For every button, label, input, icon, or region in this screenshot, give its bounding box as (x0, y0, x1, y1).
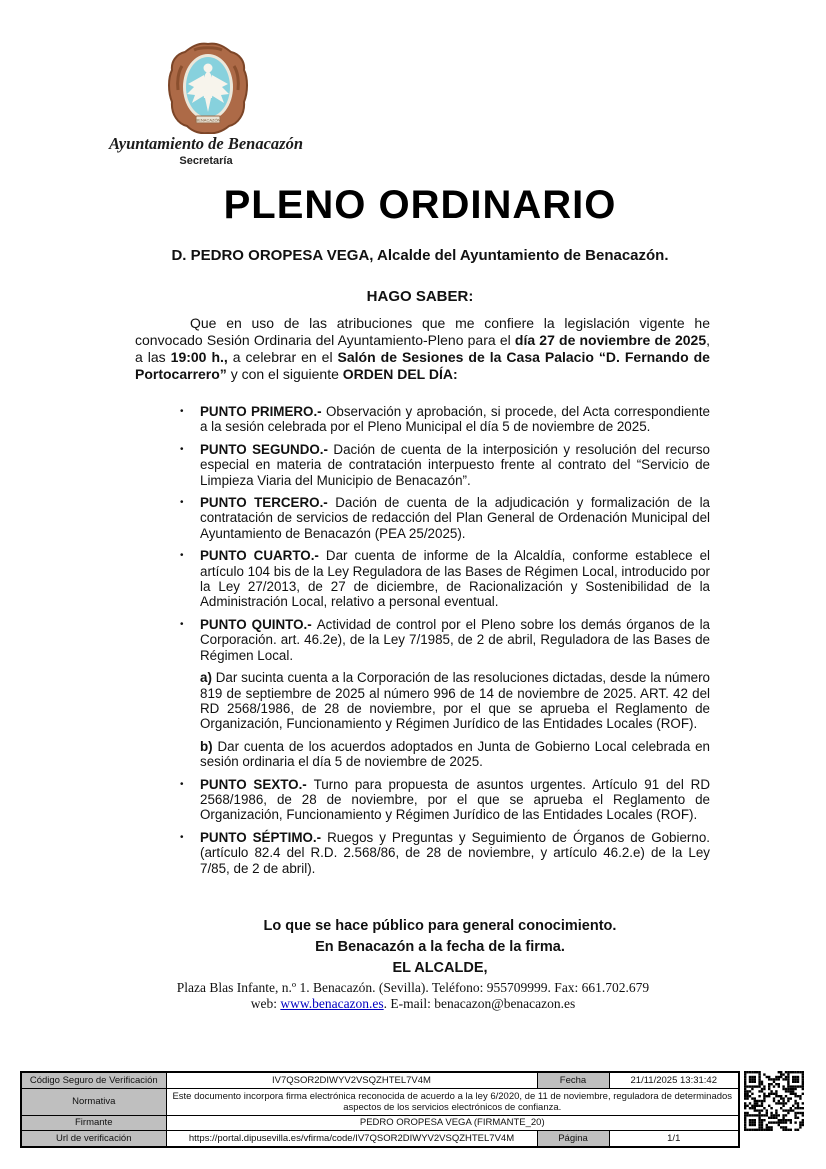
dove-crest-logo (168, 42, 248, 134)
firmante-label-cell: Firmante (21, 1115, 166, 1130)
firmante-value-cell: PEDRO OROPESA VEGA (FIRMANTE_20) (166, 1115, 739, 1130)
logo-caption (92, 134, 320, 167)
agenda-item-text: Dación de cuenta de la adjudicación y formalización de la contratación de servicios de redacción del Plan General de Ordenación Municipal del Ayuntamiento de Benacazón (PEA 25/2025). (200, 495, 710, 541)
agenda-item-5 (178, 617, 710, 663)
agenda-item-text: Dar cuenta de informe de la Alcaldía, conforme establece el artículo 104 bis de la Ley Reguladora de las Bases de Régimen Local, introducido por la Ley 27/2013, de 27 de diciembre, de Racionalización y Sostenibilidad de la Administración Local, relativo a personal eventual. (200, 548, 711, 610)
agenda-item-7 (178, 830, 710, 876)
agenda-item-label: PUNTO PRIMERO.- (200, 404, 326, 419)
csv-label-cell: Código Seguro de Verificación (21, 1072, 166, 1088)
table-row (21, 1072, 739, 1088)
url-label-cell: Url de verificación (21, 1130, 166, 1147)
org-name: Ayuntamiento de Benacazón (108, 134, 304, 153)
bullet-dot: • (180, 406, 184, 417)
contact-line (0, 996, 826, 1012)
closing-line-1: Lo que se hace público para general conocimiento. (263, 918, 617, 934)
agenda-subitem-label: a) (200, 670, 216, 686)
table-row (21, 1130, 739, 1147)
closing-block (160, 916, 720, 979)
agenda-item-label: PUNTO CUARTO.- (200, 548, 326, 564)
bullet-dot: • (180, 778, 184, 790)
csv-value-cell: IV7QSOR2DIWYV2VSQZHTEL7V4M (166, 1072, 537, 1088)
url-value-cell: https://portal.dipusevilla.es/vfirma/code/IV7QSOR2DIWYV2VSQZHTEL7V4M (166, 1130, 537, 1147)
agenda-item-label: PUNTO SEXTO.- (200, 776, 314, 792)
normativa-label-cell: Normativa (21, 1088, 166, 1115)
normativa-value-cell: Este documento incorpora firma electrónica reconocida de acuerdo a la ley 6/2020, de 11 de noviembre, reguladora de determinados aspectos de los servicios electrónicos de confianza. (166, 1088, 739, 1115)
web-prefix: web: (250, 996, 281, 1011)
agenda-item-text: Observación y aprobación, si procede, del Acta correspondiente a la sesión celebrada por el Pleno Municipal el día 5 de noviembre de 2025. (200, 404, 710, 435)
dept-name: Secretaría (179, 155, 233, 167)
agenda-subitem-b (200, 739, 710, 770)
pagina-label-cell: Página (537, 1130, 609, 1147)
closing-line-3: EL ALCALDE, (392, 960, 488, 976)
verification-table (20, 1071, 740, 1148)
table-row (21, 1115, 739, 1130)
agenda-item-1 (178, 404, 710, 435)
agenda-item-text: Actividad de control por el Pleno sobre los demás órganos de la Corporación. art. 46.2e), de la Ley 7/1985, de 2 de abril, Reguladora de las Bases de Régimen Local. (200, 616, 710, 663)
agenda-item-label: PUNTO QUINTO.- (200, 616, 317, 632)
agenda-item-label: PUNTO SÉPTIMO.- (200, 829, 328, 845)
agenda-item-text: Dación de cuenta de la interposición y resolución del recurso especial en materia de contratación interpuesto frente al contrato del “Servicio de Limpieza Viaria del Municipio de Benacazón”. (200, 441, 711, 488)
svg-text:BENACAZÓN: BENACAZÓN (195, 117, 221, 123)
intro-paragraph: Que en uso de las atribuciones que me confiere la legislación vigente he convocado Sesión Ordinaria del Ayuntamiento-Pleno para el día 27 de noviembre de 2025, a las 19:00 h., a celebrar en el Salón de Sesiones de la Casa Palacio “D. Fernando de Portocarrero” y con el siguiente ORDEN DEL DÍA: (135, 315, 711, 382)
agenda-item-6 (178, 777, 710, 823)
bullet-dot: • (180, 443, 184, 455)
agenda-item-4 (178, 548, 710, 610)
footer-address (0, 980, 826, 1012)
email-prefix: . E-mail: (383, 996, 435, 1011)
agenda-item-text: Turno para propuesta de asuntos urgentes. Artículo 91 del RD 2568/1986, de 28 de noviembre, por el que se aprueba el Reglamento de Organización, Funcionamiento y Régimen Jurídico de las Entidades Locales (ROF). (200, 776, 710, 823)
agenda-subitem-text: Dar sucinta cuenta a la Corporación de las resoluciones dictadas, desde la número 819 de septiembre de 2025 al número 996 de 14 de noviembre de 2025. ART. 42 del RD 2568/1986, de 28 de noviembre, por el que se aprueba el Reglamento de Organización, Funcionamiento y Régimen Jurídico de las Entidades Locales (ROF). (200, 670, 710, 732)
fecha-label-cell: Fecha (537, 1072, 609, 1088)
email-text: benacazon@benacazon.es (434, 996, 576, 1011)
closing-line-2: En Benacazón a la fecha de la firma. (315, 939, 565, 955)
bullet-dot: • (180, 550, 184, 562)
bullet-dot: • (180, 497, 184, 509)
agenda-item-text: Ruegos y Preguntas y Seguimiento de Órganos de Gobierno. (artículo 82.4 del R.D. 2.568/86, de 28 de noviembre, y artículo 46.2.e) de la Ley 7/85, de 2 de abril). (200, 829, 710, 876)
dove-crest-icon (168, 42, 248, 134)
bullet-dot: • (180, 618, 184, 630)
agenda-item-2 (178, 442, 710, 488)
pagina-value-cell: 1/1 (609, 1130, 739, 1147)
bullet-dot: • (180, 831, 184, 843)
qr-code (744, 1071, 804, 1131)
agenda-item-label: PUNTO SEGUNDO.- (200, 441, 334, 457)
agenda-subitem-label: b) (200, 738, 218, 754)
fecha-value-cell: 21/11/2025 13:31:42 (609, 1072, 739, 1088)
address-line: Plaza Blas Infante, n.º 1. Benacazón. (Sevilla). Teléfono: 955709999. Fax: 661.702.679 (176, 980, 650, 995)
hago-saber-heading: HAGO SABER: (366, 288, 474, 305)
page-title: PLENO ORDINARIO (223, 183, 617, 227)
agenda-subitem-a (200, 670, 710, 732)
table-row (21, 1088, 739, 1115)
agenda-item-label: PUNTO TERCERO.- (200, 495, 336, 511)
agenda-list (178, 404, 710, 883)
website-link[interactable]: www.benacazon.es (280, 996, 384, 1011)
qr-code-image (744, 1071, 804, 1131)
agenda-item-3 (178, 495, 710, 541)
agenda-subitem-text: Dar cuenta de los acuerdos adoptados en Junta de Gobierno Local celebrada en sesión ordinaria el día 5 de noviembre de 2025. (200, 738, 710, 770)
author-line: D. PEDRO OROPESA VEGA, Alcalde del Ayuntamiento de Benacazón. (171, 247, 669, 264)
